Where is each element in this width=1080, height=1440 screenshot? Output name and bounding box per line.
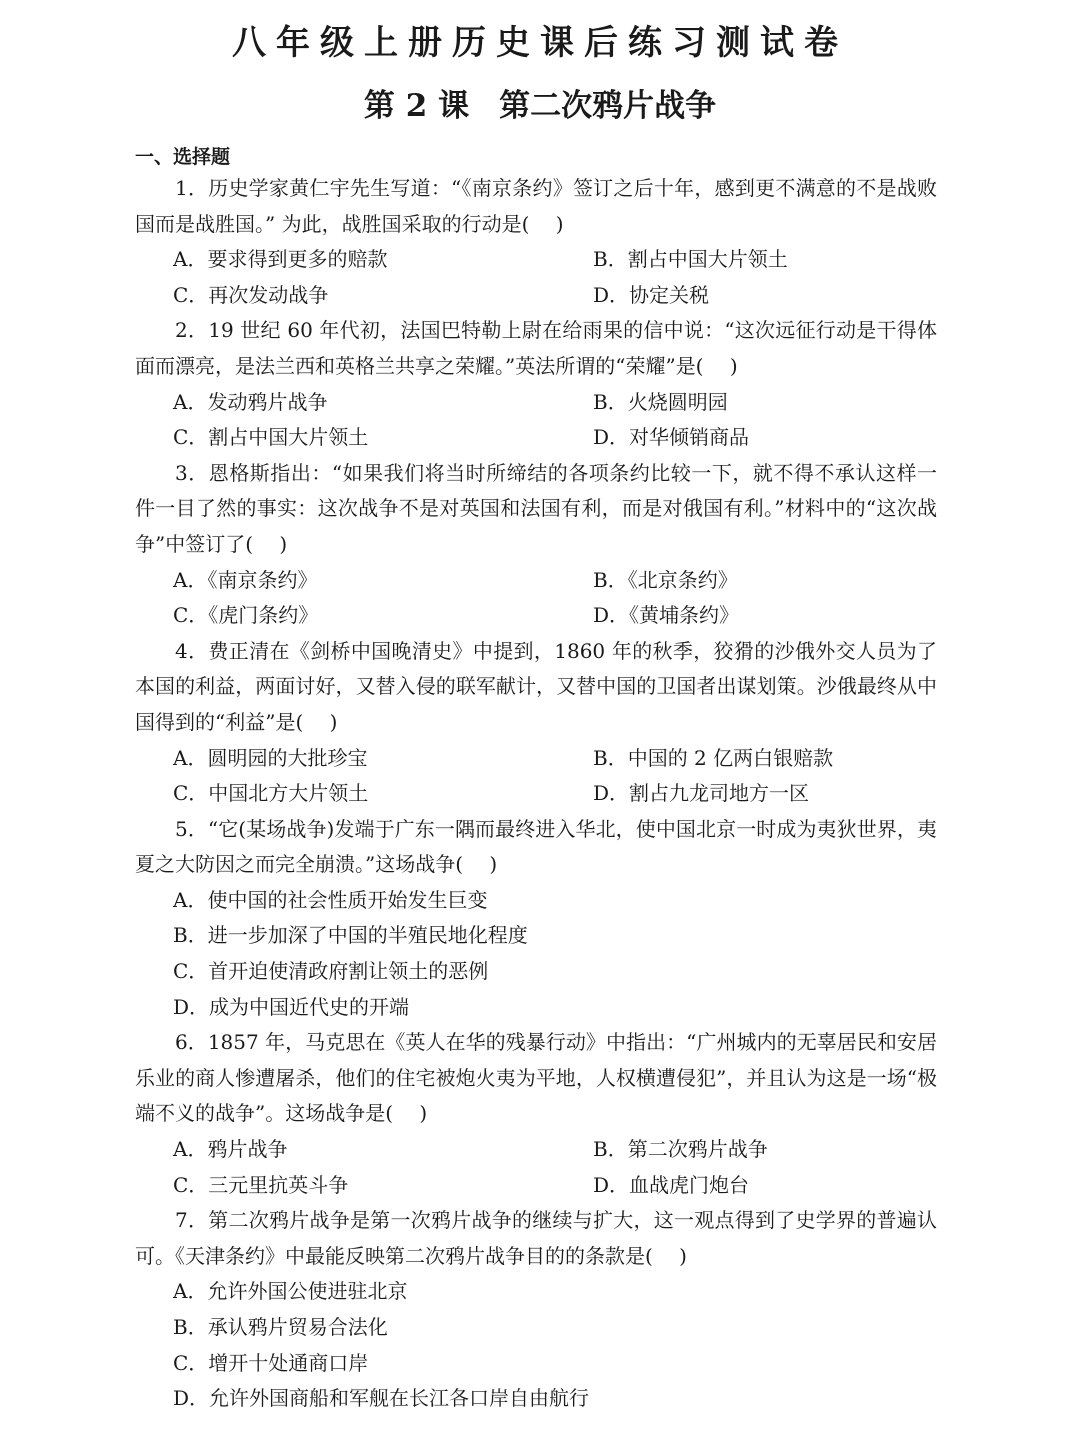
question-2-options	[135, 385, 937, 421]
option-d[interactable]: D．允许外国商船和军舰在长江各口岸自由航行	[173, 1386, 590, 1411]
option-a[interactable]: A．鸦片战争	[173, 1137, 288, 1162]
question-3-options	[135, 563, 937, 599]
option-d[interactable]: D．成为中国近代史的开端	[173, 994, 410, 1019]
question-2-options-row2	[135, 420, 937, 456]
question-4-stem: 4．费正清在《剑桥中国晚清史》中提到，1860 年的秋季，狡猾的沙俄外交人员为了本国的利益，两面讨好，又替入侵的联军献计，又替中国的卫国者出谋划策。沙俄最终从中国得到的“利益”是( )	[135, 638, 937, 734]
option-a[interactable]: A．要求得到更多的赔款	[173, 247, 388, 272]
question-4-options-row2	[135, 776, 937, 812]
option-d[interactable]: D．血战虎门炮台	[593, 1172, 750, 1197]
question-1-options-row2	[135, 278, 937, 314]
option-c[interactable]: C．割占中国大片领土	[173, 425, 369, 450]
option-b[interactable]: B．割占中国大片领土	[593, 247, 788, 272]
question-2-stem: 2．19 世纪 60 年代初，法国巴特勒上尉在给雨果的信中说：“这次远征行动是干得体面而漂亮，是法兰西和英格兰共享之荣耀。”英法所谓的“荣耀”是( )	[135, 318, 937, 378]
question-1-stem: 1．历史学家黄仁宇先生写道：“《南京条约》签订之后十年，感到更不满意的不是战败国而是战胜国。” 为此，战胜国采取的行动是( )	[135, 176, 937, 236]
option-c[interactable]: C．再次发动战争	[173, 282, 329, 307]
option-d[interactable]: D．割占九龙司地方一区	[593, 781, 810, 806]
option-d[interactable]: D．协定关税	[593, 282, 710, 307]
lesson-title: 第二次鸦片战争	[499, 88, 717, 124]
option-b[interactable]: B．承认鸦片贸易合法化	[173, 1315, 388, 1339]
question-5-stem: 5．“它(某场战争)发端于广东一隅而最终进入华北，使中国北京一时成为夷狄世界，夷夏之大防因之而完全崩溃。”这场战争( )	[135, 816, 937, 877]
option-a[interactable]: A．《南京条约》	[173, 567, 318, 592]
option-a[interactable]: A．圆明园的大批珍宝	[173, 745, 368, 770]
option-a[interactable]: A．发动鸦片战争	[173, 389, 328, 414]
question-4-options	[135, 741, 937, 777]
option-b[interactable]: B．进一步加深了中国的半殖民地化程度	[173, 923, 528, 948]
option-a[interactable]: A．使中国的社会性质开始发生巨变	[173, 887, 488, 912]
option-a[interactable]: A．允许外国公使进驻北京	[173, 1279, 408, 1304]
option-c[interactable]: C．三元里抗英斗争	[173, 1172, 349, 1197]
option-c[interactable]: C．中国北方大片领土	[173, 781, 369, 806]
question-3-stem: 3．恩格斯指出：“如果我们将当时所缔结的各项条约比较一下，就不得不承认这样一件一目了然的事实：这次战争不是对英国和法国有利，而是对俄国有利。”材料中的“这次战争”中签订了( )	[135, 460, 937, 556]
option-d[interactable]: D．对华倾销商品	[593, 425, 750, 450]
option-d[interactable]: D．《黄埔条约》	[593, 603, 740, 628]
question-1-options	[135, 242, 937, 278]
option-c[interactable]: C．增开十处通商口岸	[173, 1350, 369, 1375]
option-b[interactable]: B．中国的 2 亿两白银赔款	[593, 745, 834, 770]
option-b[interactable]: B．第二次鸦片战争	[593, 1137, 768, 1162]
question-list	[135, 171, 937, 1417]
option-c[interactable]: C．《虎门条约》	[173, 603, 319, 628]
question-3-options-row2	[135, 598, 937, 634]
option-b[interactable]: B．《北京条约》	[593, 567, 738, 592]
option-b[interactable]: B．火烧圆明园	[593, 389, 728, 414]
option-c[interactable]: C．首开迫使清政府割让领土的恶例	[173, 959, 489, 984]
question-6-options	[135, 1132, 937, 1168]
question-6-options-row2	[135, 1168, 937, 1204]
lesson-number: 第 2 课	[363, 88, 470, 124]
lesson-heading	[0, 82, 1080, 130]
section-heading: 一、选择题	[135, 146, 231, 168]
question-7-stem: 7．第二次鸦片战争是第一次鸦片战争的继续与扩大，这一观点得到了史学界的普遍认可。《天津条约》中最能反映第二次鸦片战争目的的条款是( )	[135, 1208, 937, 1268]
worksheet-title: 八年级上册历史课后练习测试卷	[232, 23, 848, 63]
question-6-stem: 6．1857 年，马克思在《英人在华的残暴行动》中指出：“广州城内的无辜居民和安居乐业的商人惨遭屠杀，他们的住宅被炮火夷为平地，人权横遭侵犯”，并且认为这是一场“极端不义的战争”。这场战争是( )	[135, 1030, 937, 1126]
